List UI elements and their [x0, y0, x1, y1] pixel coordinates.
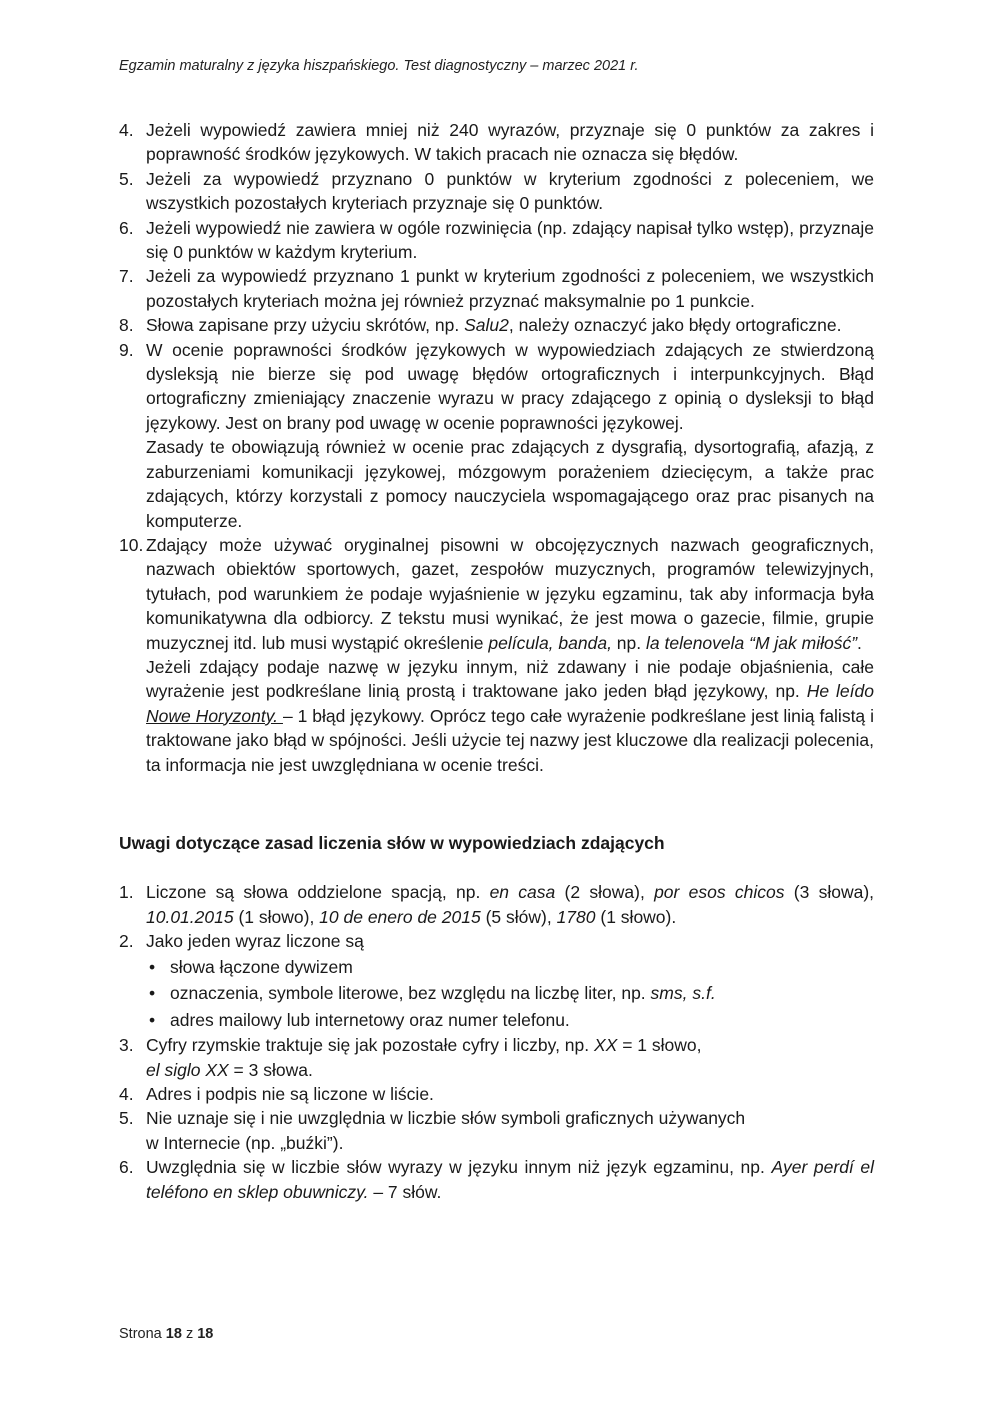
text-segment: Nie uznaje się i nie uwzględnia w liczbie słów symboli graficznych używanych — [146, 1108, 746, 1129]
text-segment: Jako jeden wyraz liczone są — [146, 931, 364, 952]
text-segment: = 1 słowo, — [617, 1035, 702, 1056]
text-segment: Jeżeli za wypowiedź przyznano 0 punktów w kryterium zgodności z poleceniem, we wszystkich pozostałych kryteriach przyznaje się 0 punktów. — [146, 168, 874, 214]
bullet-item — [146, 1008, 874, 1034]
list-item — [119, 167, 874, 216]
list-item-text — [146, 338, 874, 436]
list-item — [119, 216, 874, 265]
list-item — [119, 929, 874, 1033]
list-item — [119, 1033, 874, 1082]
bullet-icon: • — [149, 983, 156, 1004]
list-item — [119, 1082, 874, 1106]
list-item — [119, 1155, 874, 1204]
list-item — [119, 118, 874, 167]
emphasized-text: la telenovela “M jak miłość” — [646, 632, 858, 653]
bullet-list — [146, 955, 874, 1034]
text-segment: = 3 słowa. — [228, 1059, 313, 1080]
text-segment: Jeżeli za wypowiedź przyznano 1 punkt w kryterium zgodności z poleceniem, we wszystkich pozostałych kryteriach można jej również przyznać maksymalnie po 1 punkcie. — [146, 266, 874, 311]
emphasized-text: 1780 — [556, 906, 596, 927]
list-item-number: 7. — [119, 266, 134, 287]
list-item-text — [146, 264, 874, 313]
list-item-number: 2. — [119, 931, 134, 952]
footer-label: Strona — [119, 1326, 162, 1342]
list-item — [119, 1106, 874, 1155]
list-item-text — [146, 880, 874, 929]
text-segment: Adres i podpis nie są liczone w liście. — [146, 1083, 434, 1104]
section-title: Uwagi dotyczące zasad liczenia słów w wypowiedziach zdających — [119, 832, 665, 853]
footer-total-pages: 18 — [197, 1326, 214, 1342]
list-item-number: 4. — [119, 1083, 134, 1104]
emphasized-text: Salu2 — [464, 315, 509, 336]
footer-current-page: 18 — [165, 1326, 182, 1342]
list-item — [119, 338, 874, 533]
bullet-icon: • — [149, 1009, 156, 1030]
text-segment: . — [857, 632, 862, 653]
text-segment: w Internecie (np. „buźki”). — [146, 1132, 344, 1153]
text-segment: , należy oznaczyć jako błędy ortograficzne. — [508, 315, 842, 336]
list-item — [119, 533, 874, 777]
list-item-number: 5. — [119, 168, 134, 189]
emphasized-text: película, banda, — [488, 632, 612, 653]
text-segment: Słowa zapisane przy użyciu skrótów, np. — [146, 315, 465, 336]
text-segment: oznaczenia, symbole literowe, bez względu na liczbę liter, np. — [170, 983, 651, 1004]
list-item-number: 4. — [119, 120, 134, 140]
text-segment: (1 słowo). — [595, 906, 677, 927]
evaluation-rules-list — [119, 118, 874, 777]
list-item-text — [146, 313, 874, 337]
emphasized-text: por esos chicos — [654, 882, 785, 903]
list-item-paragraph — [146, 655, 874, 777]
text-segment: Zasady te obowiązują również w ocenie prac zdających z dysgrafią, dysortografią, afazją, z zaburzeniami komunikacji językowej, mózgowym porażeniem dziecięcym, a także prac zdających, którzy korzystali z pomocy nauczyciela wspomagającego oraz prac pisanych na komputerze. — [146, 437, 874, 531]
page-footer — [119, 1326, 213, 1342]
text-segment: – 7 słów. — [368, 1181, 442, 1202]
list-item-text — [146, 1082, 874, 1106]
list-item-number: 6. — [119, 217, 134, 238]
text-segment: W ocenie poprawności środków językowych w wypowiedziach zdających ze stwierdzoną dysleksją nie bierze się pod uwagę błędów ortograficznych i interpunkcyjnych. Błąd ortograficzny zmieniający znaczenie wyrazu w pracy zdającego z opinią o dysleksji to błąd językowy. Jest on brany pod uwagę w ocenie poprawności językowej. — [146, 339, 874, 433]
list-item-number: 5. — [119, 1108, 134, 1129]
text-segment: np. — [611, 632, 646, 653]
text-segment: Jeżeli wypowiedź zawiera mniej niż 240 wyrazów, przyznaje się 0 punktów za zakres i poprawność środków językowych. W takich pracach nie oznacza się błędów. — [146, 120, 874, 165]
emphasized-text: He leído — [806, 681, 874, 702]
list-item-text — [146, 216, 874, 265]
text-segment: Jeżeli wypowiedź nie zawiera w ogóle rozwinięcia (np. zdający napisał tylko wstęp), przyznaje się 0 punktów w każdym kryterium. — [146, 217, 874, 263]
list-item-number: 1. — [119, 882, 134, 903]
text-segment: (2 słowa), — [555, 882, 655, 903]
emphasized-text: en casa — [489, 882, 556, 903]
text-segment: słowa łączone dywizem — [170, 956, 353, 977]
list-item-number: 10. — [119, 534, 144, 555]
emphasized-text: XX — [594, 1035, 618, 1056]
text-segment: Cyfry rzymskie traktuje się jak pozostałe cyfry i liczby, np. — [146, 1035, 594, 1056]
text-segment: – 1 błąd językowy. Oprócz tego całe wyrażenie podkreślane jest linią falistą i traktowane jako błąd w spójności. Jeśli użycie tej nazwy jest kluczowe dla realizacji polecenia, ta informacja nie jest uwzględniana w ocenie treści. — [146, 705, 874, 775]
text-segment: Liczone są słowa oddzielone spacją, np. — [146, 882, 490, 903]
text-segment: (1 słowo), — [233, 906, 320, 927]
bullet-item — [146, 955, 874, 981]
list-item-paragraph — [146, 435, 874, 533]
text-segment: (3 słowa), — [784, 882, 875, 903]
list-item-number: 8. — [119, 315, 134, 336]
bullet-icon: • — [149, 956, 156, 977]
footer-separator: z — [185, 1326, 194, 1342]
list-item-text — [146, 1155, 874, 1204]
list-item-text — [146, 1106, 874, 1155]
list-item — [119, 264, 874, 313]
emphasized-text: 10.01.2015 — [146, 906, 234, 927]
emphasized-text: sms, s.f. — [650, 983, 716, 1004]
text-segment: Jeżeli zdający podaje nazwę w języku innym, niż zdawany i nie podaje objaśnienia, całe wyrażenie jest podkreślane linią prostą i traktowane jako jeden błąd językowy, np. — [146, 656, 874, 702]
bullet-item — [146, 981, 874, 1007]
list-item-number: 6. — [119, 1157, 134, 1178]
page-header: Egzamin maturalny z języka hiszpańskiego. Test diagnostyczny – marzec 2021 r. — [119, 58, 639, 74]
text-segment: Uwzględnia się w liczbie słów wyrazy w języku innym niż język egzaminu, np. — [146, 1157, 772, 1178]
list-item-text — [146, 929, 874, 953]
emphasized-text: 10 de enero de 2015 — [319, 906, 481, 927]
text-segment: Zdający może używać oryginalnej pisowni w obcojęzycznych nazwach geograficznych, nazwach obiektów sportowych, gazet, zespołów muzycznych, programów telewizyjnych, tytułach, pod warunkiem że podaje wyjaśnienie w języku egzaminu, tak aby informacja była komunikatywna dla odbiorcy. Z tekstu musi wynikać, że jest mowa o gazecie, filmie, grupie muzycznej itd. lub musi wystąpić określenie — [146, 534, 874, 653]
list-item-number: 3. — [119, 1035, 134, 1056]
text-segment: adres mailowy lub internetowy oraz numer telefonu. — [170, 1009, 570, 1030]
list-item-number: 9. — [119, 339, 134, 360]
list-item-text — [146, 1033, 874, 1082]
emphasized-text: Ayer perdí el teléfono en sklep obuwniczy. — [146, 1157, 875, 1202]
emphasized-text: Nowe Horyzonty. — [146, 705, 283, 726]
emphasized-text: el siglo XX — [146, 1059, 229, 1080]
page-content — [119, 118, 874, 1204]
list-item — [119, 880, 874, 929]
list-item-text — [146, 167, 874, 216]
word-counting-rules-list — [119, 880, 874, 1204]
list-item-text — [146, 118, 874, 167]
text-segment: (5 słów), — [480, 906, 557, 927]
list-item-text — [146, 533, 874, 655]
list-item — [119, 313, 874, 337]
